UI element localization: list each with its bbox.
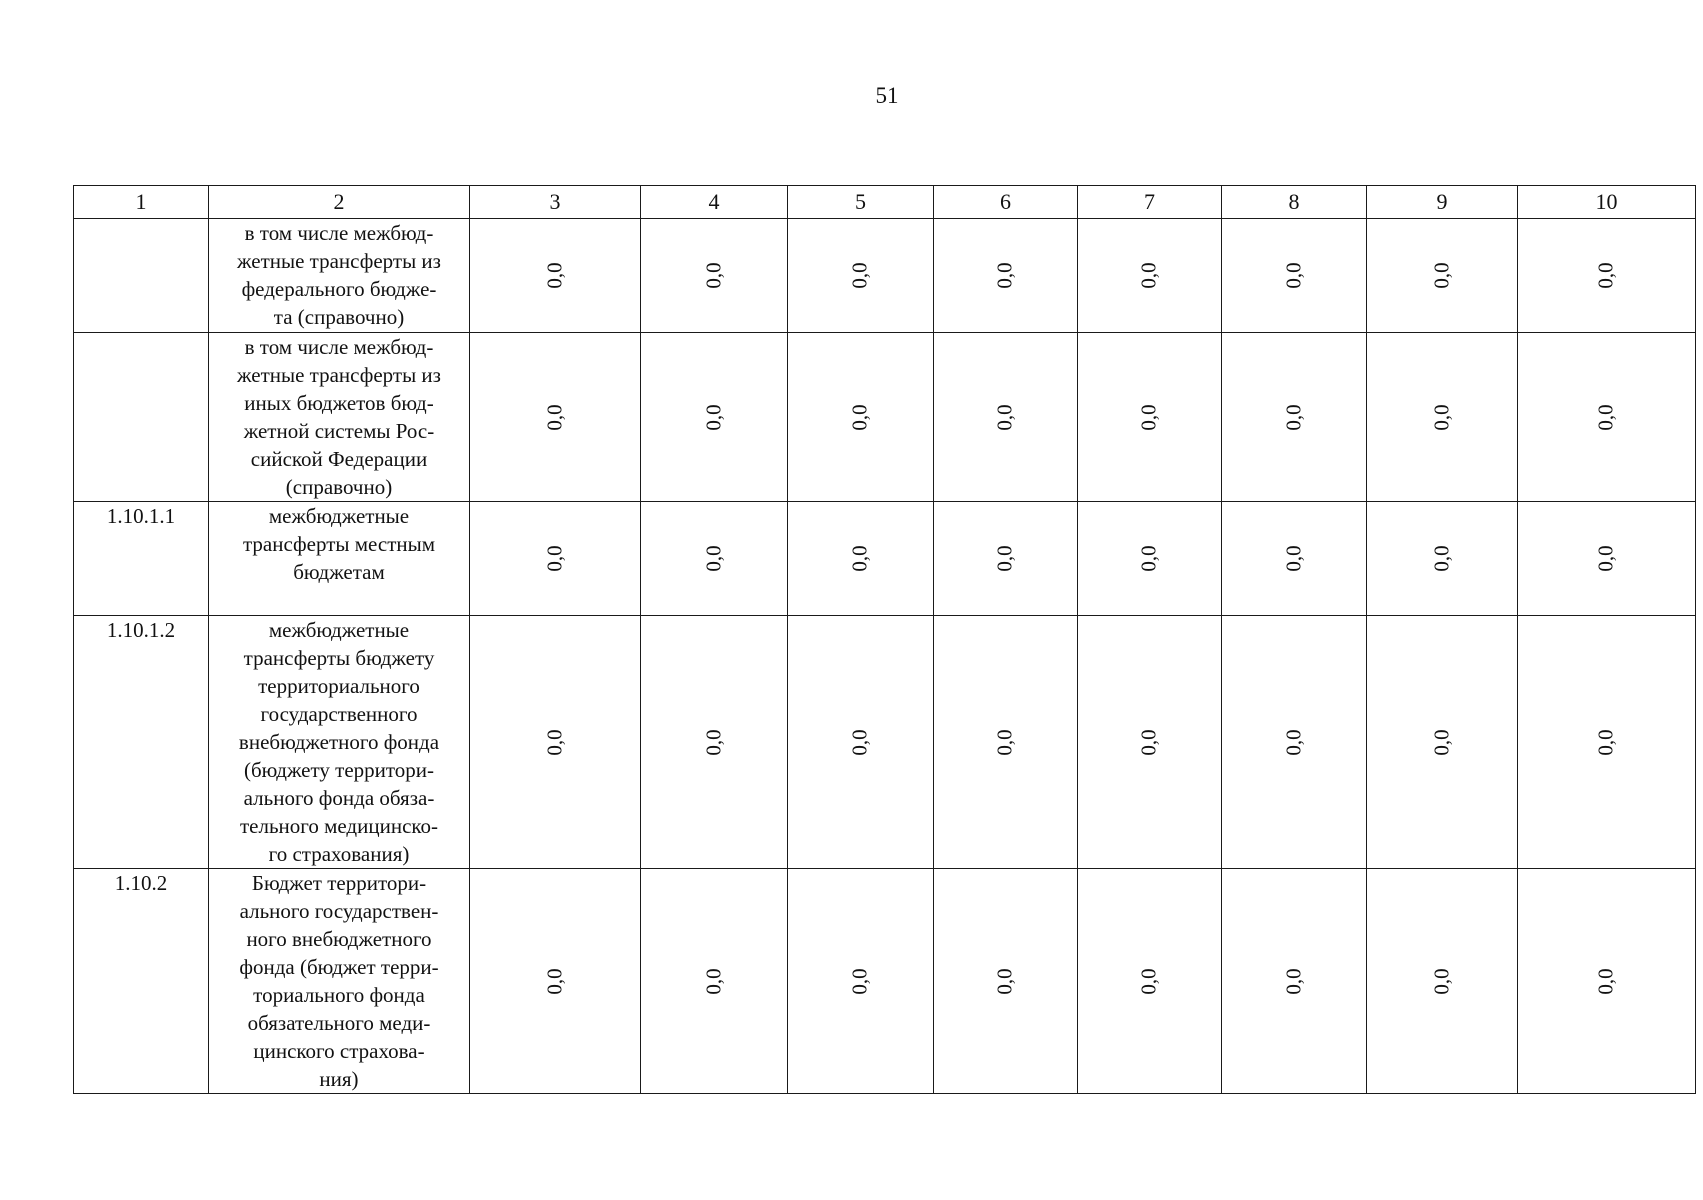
- cell-value: 0,0: [542, 403, 567, 431]
- cell-value: 0,0: [542, 967, 567, 995]
- value-cell: [788, 219, 934, 333]
- value-cell: [470, 333, 641, 502]
- value-cell: [788, 333, 934, 502]
- cell-value: 0,0: [701, 403, 726, 431]
- value-cell: [1367, 869, 1518, 1094]
- column-header-2: 2: [209, 186, 470, 219]
- value-cell: [1078, 616, 1222, 869]
- row-name: межбюджетные трансферты бюджету территориального государственного внебюджетного фонда (бюджету территори- ального фонда обяза- тельного медицинско- го страхования): [209, 616, 470, 869]
- row-code: 1.10.1.2: [74, 616, 209, 869]
- cell-value: 0,0: [1281, 545, 1306, 572]
- value-cell: [641, 502, 788, 616]
- cell-value: 0,0: [701, 728, 726, 756]
- value-cell: [1222, 502, 1367, 616]
- cell-value: 0,0: [1429, 403, 1454, 431]
- row-code: 1.10.1.1: [74, 502, 209, 616]
- value-cell: [934, 219, 1078, 333]
- cell-value: 0,0: [1281, 403, 1306, 431]
- value-cell: [1518, 616, 1696, 869]
- value-cell: [1222, 869, 1367, 1094]
- value-cell: [470, 219, 641, 333]
- value-cell: [1367, 616, 1518, 869]
- cell-value: 0,0: [1429, 262, 1454, 289]
- value-cell: [470, 502, 641, 616]
- value-cell: [1518, 219, 1696, 333]
- cell-value: 0,0: [848, 403, 872, 431]
- column-header-4: 4: [641, 186, 788, 219]
- value-cell: [1518, 502, 1696, 616]
- cell-value: 0,0: [1137, 262, 1161, 289]
- table-row: [74, 616, 1696, 869]
- cell-value: 0,0: [848, 545, 872, 572]
- value-cell: [1078, 502, 1222, 616]
- header-row: [74, 186, 1696, 219]
- row-code: 1.10.2: [74, 869, 209, 1094]
- cell-value: 0,0: [1281, 967, 1306, 995]
- table-row: [74, 333, 1696, 502]
- row-name: в том числе межбюд- жетные трансферты из иных бюджетов бюд- жетной системы Рос- сийской Федерации (справочно): [209, 333, 470, 502]
- table-row: [74, 502, 1696, 616]
- cell-value: 0,0: [848, 967, 872, 995]
- table-row: [74, 219, 1696, 333]
- value-cell: [934, 502, 1078, 616]
- cell-value: 0,0: [1594, 545, 1618, 572]
- table-body: [74, 219, 1696, 1094]
- cell-value: 0,0: [701, 545, 726, 572]
- column-header-9: 9: [1367, 186, 1518, 219]
- cell-value: 0,0: [848, 728, 872, 756]
- cell-value: 0,0: [1137, 967, 1161, 995]
- value-cell: [641, 616, 788, 869]
- table-row: [74, 869, 1696, 1094]
- value-cell: [470, 869, 641, 1094]
- column-header-7: 7: [1078, 186, 1222, 219]
- cell-value: 0,0: [1429, 967, 1454, 995]
- page-number: 51: [875, 83, 899, 108]
- cell-value: 0,0: [542, 728, 567, 756]
- cell-value: 0,0: [993, 545, 1017, 572]
- value-cell: [470, 616, 641, 869]
- value-cell: [1078, 869, 1222, 1094]
- value-cell: [1222, 333, 1367, 502]
- value-cell: [934, 333, 1078, 502]
- budget-table: [73, 185, 1696, 1094]
- column-header-5: 5: [788, 186, 934, 219]
- cell-value: 0,0: [993, 262, 1017, 289]
- cell-value: 0,0: [1594, 728, 1618, 756]
- row-code: [74, 333, 209, 502]
- cell-value: 0,0: [542, 262, 567, 289]
- value-cell: [1222, 616, 1367, 869]
- value-cell: [641, 869, 788, 1094]
- row-code: [74, 219, 209, 333]
- column-header-3: 3: [470, 186, 641, 219]
- value-cell: [1518, 869, 1696, 1094]
- cell-value: 0,0: [1281, 262, 1306, 289]
- cell-value: 0,0: [993, 967, 1017, 995]
- value-cell: [1222, 219, 1367, 333]
- value-cell: [934, 869, 1078, 1094]
- cell-value: 0,0: [1429, 545, 1454, 572]
- cell-value: 0,0: [1137, 545, 1161, 572]
- value-cell: [788, 502, 934, 616]
- row-name: межбюджетные трансферты местным бюджетам: [209, 502, 470, 616]
- cell-value: 0,0: [542, 545, 567, 572]
- value-cell: [641, 219, 788, 333]
- column-header-8: 8: [1222, 186, 1367, 219]
- cell-value: 0,0: [1594, 967, 1618, 995]
- value-cell: [1367, 333, 1518, 502]
- value-cell: [1078, 219, 1222, 333]
- value-cell: [641, 333, 788, 502]
- cell-value: 0,0: [1594, 262, 1618, 289]
- cell-value: 0,0: [701, 967, 726, 995]
- row-name: Бюджет территори- ального государствен- ного внебюджетного фонда (бюджет терри- ториального фонда обязательного меди- цинского страхова- ния): [209, 869, 470, 1094]
- row-name: в том числе межбюд- жетные трансферты из федерального бюдже- та (справочно): [209, 219, 470, 333]
- value-cell: [934, 616, 1078, 869]
- cell-value: 0,0: [1281, 728, 1306, 756]
- column-header-10: 10: [1518, 186, 1696, 219]
- cell-value: 0,0: [1137, 403, 1161, 431]
- value-cell: [1367, 502, 1518, 616]
- value-cell: [788, 616, 934, 869]
- column-header-6: 6: [934, 186, 1078, 219]
- value-cell: [1367, 219, 1518, 333]
- value-cell: [1518, 333, 1696, 502]
- cell-value: 0,0: [701, 262, 726, 289]
- cell-value: 0,0: [1594, 403, 1618, 431]
- column-header-1: 1: [74, 186, 209, 219]
- cell-value: 0,0: [1137, 728, 1161, 756]
- value-cell: [788, 869, 934, 1094]
- cell-value: 0,0: [993, 728, 1017, 756]
- value-cell: [1078, 333, 1222, 502]
- cell-value: 0,0: [993, 403, 1017, 431]
- cell-value: 0,0: [1429, 728, 1454, 756]
- cell-value: 0,0: [848, 262, 872, 289]
